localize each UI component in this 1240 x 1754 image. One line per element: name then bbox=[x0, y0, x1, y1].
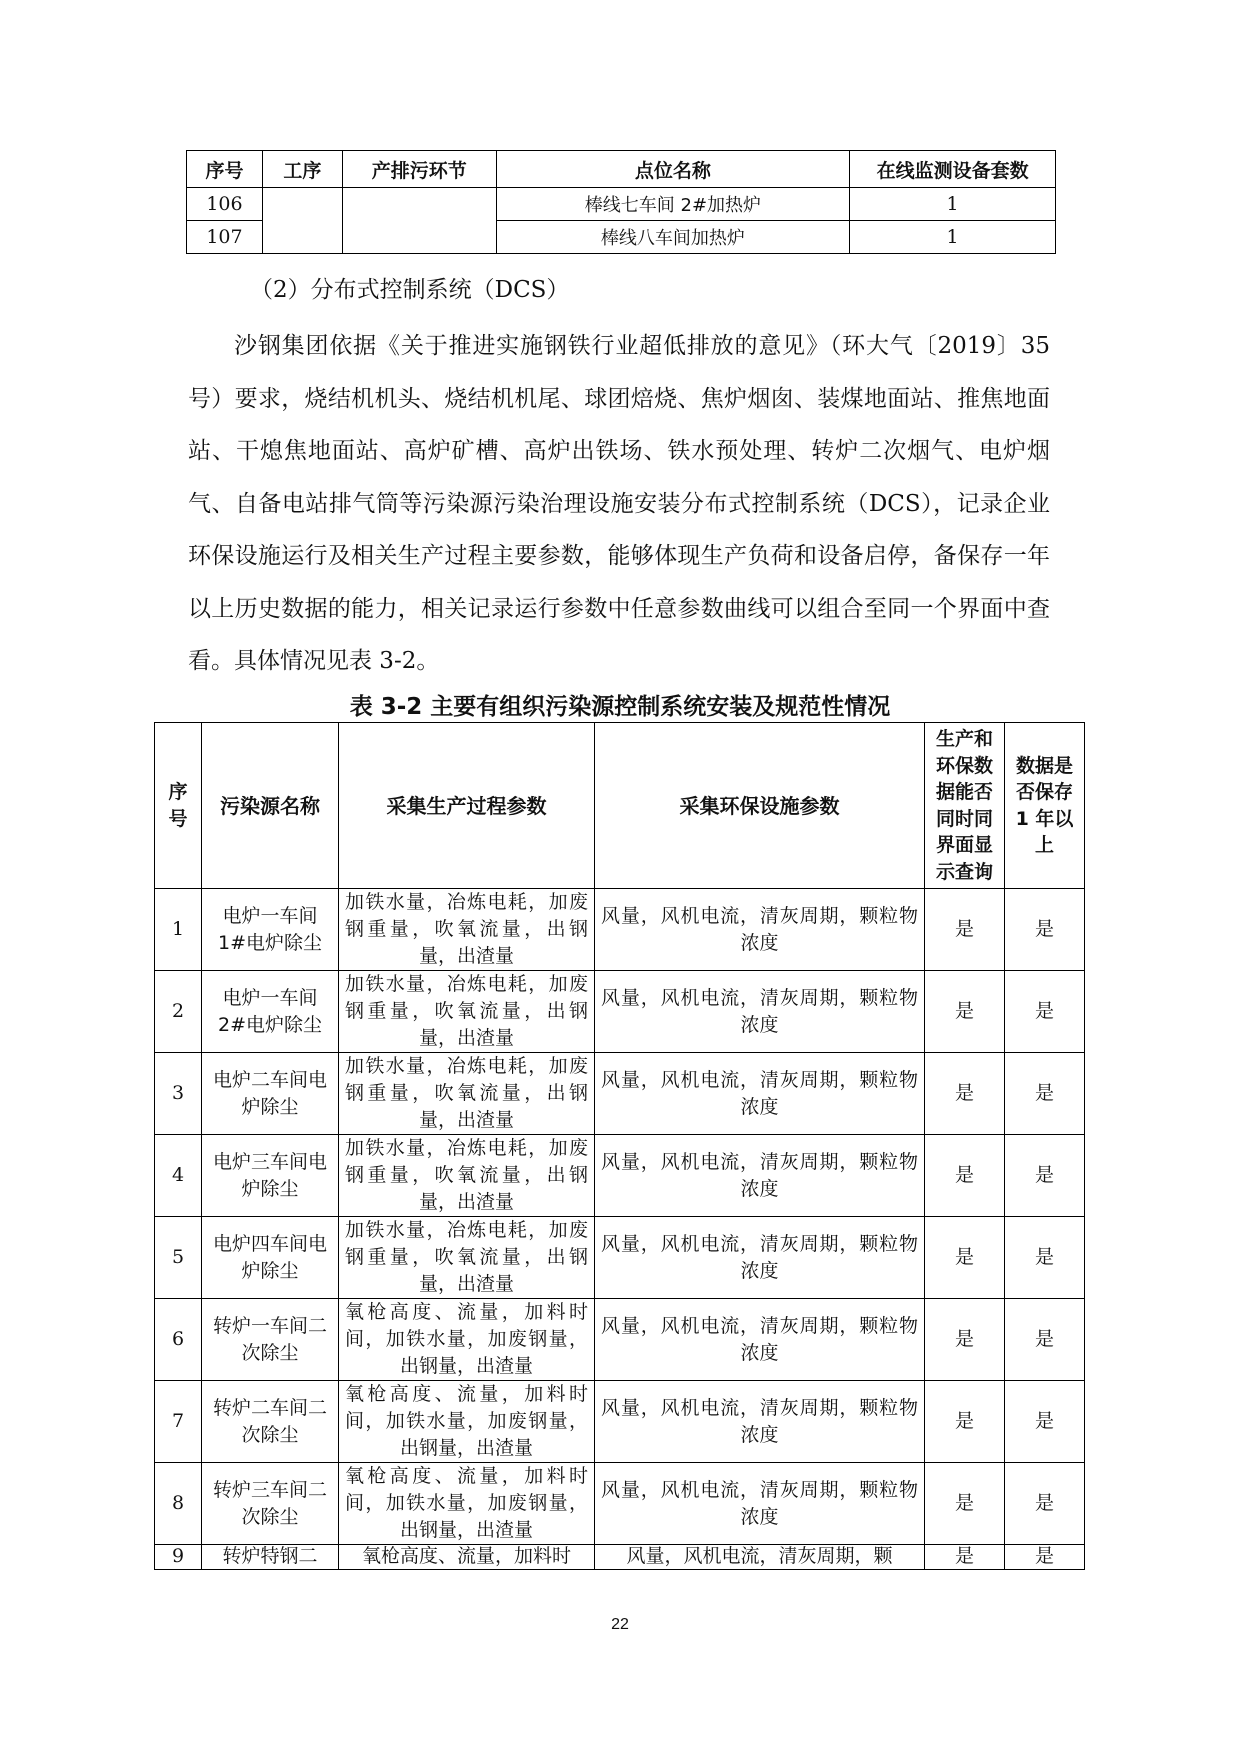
cell-env-params: 风量，风机电流，清灰周期，颗粒物浓度 bbox=[595, 971, 925, 1053]
cell-data-saved: 是 bbox=[1005, 1053, 1085, 1135]
cell-env-params: 风量，风机电流，清灰周期，颗粒物浓度 bbox=[595, 1217, 925, 1299]
cell-process bbox=[262, 188, 342, 254]
header-process-params: 采集生产过程参数 bbox=[339, 723, 595, 889]
cell-data-saved: 是 bbox=[1005, 889, 1085, 971]
cell-data-saved: 是 bbox=[1005, 1463, 1085, 1545]
header-pollution-link: 产排污环节 bbox=[342, 151, 496, 188]
table-row bbox=[155, 1545, 1085, 1570]
table-row bbox=[155, 1053, 1085, 1135]
cell-process-params: 氧枪高度、流量，加料时间，加铁水量，加废钢量，出钢量，出渣量 bbox=[339, 1381, 595, 1463]
cell-source-name: 转炉二车间二次除尘 bbox=[202, 1381, 339, 1463]
table-row bbox=[155, 1135, 1085, 1217]
cell-source-name: 电炉一车间 1#电炉除尘 bbox=[202, 889, 339, 971]
cell-process-params: 加铁水量，冶炼电耗，加废钢重量，吹氧流量，出钢量，出渣量 bbox=[339, 889, 595, 971]
cell-source-name: 转炉一车间二次除尘 bbox=[202, 1299, 339, 1381]
cell-same-interface: 是 bbox=[925, 1299, 1005, 1381]
section-heading: （2）分布式控制系统（DCS） bbox=[250, 277, 570, 303]
cell-env-params: 风量，风机电流，清灰周期，颗粒物浓度 bbox=[595, 1135, 925, 1217]
cell-data-saved: 是 bbox=[1005, 1135, 1085, 1217]
table-row bbox=[155, 1381, 1085, 1463]
cell-env-params: 风量，风机电流，清灰周期，颗粒物浓度 bbox=[595, 1053, 925, 1135]
header-same-interface: 生产和环保数据能否同时同界面显示查询 bbox=[925, 723, 1005, 889]
cell-same-interface: 是 bbox=[925, 1463, 1005, 1545]
table-row bbox=[155, 1299, 1085, 1381]
cell-same-interface: 是 bbox=[925, 1381, 1005, 1463]
cell-point-name: 棒线七车间 2#加热炉 bbox=[496, 188, 850, 221]
cell-no: 9 bbox=[155, 1545, 202, 1570]
cell-no: 107 bbox=[187, 221, 263, 254]
cell-no: 1 bbox=[155, 889, 202, 971]
cell-source-name: 电炉二车间电炉除尘 bbox=[202, 1053, 339, 1135]
cell-env-params: 风量，风机电流，清灰周期，颗 bbox=[595, 1545, 925, 1570]
table-row bbox=[155, 889, 1085, 971]
cell-process-params: 氧枪高度、流量，加料时间，加铁水量，加废钢量，出钢量，出渣量 bbox=[339, 1299, 595, 1381]
cell-same-interface: 是 bbox=[925, 889, 1005, 971]
cell-same-interface: 是 bbox=[925, 1135, 1005, 1217]
cell-same-interface: 是 bbox=[925, 1217, 1005, 1299]
cell-process-params: 加铁水量，冶炼电耗，加废钢重量，吹氧流量，出钢量，出渣量 bbox=[339, 971, 595, 1053]
cell-process-params: 氧枪高度、流量，加料时 bbox=[339, 1545, 595, 1570]
cell-process-params: 加铁水量，冶炼电耗，加废钢重量，吹氧流量，出钢量，出渣量 bbox=[339, 1053, 595, 1135]
cell-process-params: 加铁水量，冶炼电耗，加废钢重量，吹氧流量，出钢量，出渣量 bbox=[339, 1135, 595, 1217]
cell-point-name: 棒线八车间加热炉 bbox=[496, 221, 850, 254]
cell-equipment-count: 1 bbox=[850, 221, 1056, 254]
header-source-name: 污染源名称 bbox=[202, 723, 339, 889]
cell-data-saved: 是 bbox=[1005, 971, 1085, 1053]
cell-data-saved: 是 bbox=[1005, 1217, 1085, 1299]
cell-env-params: 风量，风机电流，清灰周期，颗粒物浓度 bbox=[595, 1463, 925, 1545]
cell-pollution-link bbox=[342, 188, 496, 254]
header-equipment-count: 在线监测设备套数 bbox=[850, 151, 1056, 188]
control-system-table bbox=[154, 722, 1085, 1570]
cell-no: 8 bbox=[155, 1463, 202, 1545]
body-paragraph: 沙钢集团依据《关于推进实施钢铁行业超低排放的意见》（环大气〔2019〕35 号）要求，烧结机机头、烧结机机尾、球团焙烧、焦炉烟囱、装煤地面站、推焦地面站、干熄焦地面站、高炉矿槽、高炉出铁场、铁水预处理、转炉二次烟气、电炉烟气、自备电站排气筒等污染源污染治理设施安装分布式控制系统（DCS），记录企业环保设施运行及相关生产过程主要参数，能够体现生产负荷和设备启停，备保存一年以上历史数据的能力，相关记录运行参数中任意参数曲线可以组合至同一个界面中查看。具体情况见表 3-2。 bbox=[188, 333, 1050, 674]
cell-same-interface: 是 bbox=[925, 971, 1005, 1053]
cell-data-saved: 是 bbox=[1005, 1299, 1085, 1381]
table-header-row bbox=[155, 723, 1085, 889]
table-row bbox=[155, 971, 1085, 1053]
cell-source-name: 电炉一车间 2#电炉除尘 bbox=[202, 971, 339, 1053]
header-no: 序号 bbox=[155, 723, 202, 889]
table-row bbox=[155, 1463, 1085, 1545]
cell-env-params: 风量，风机电流，清灰周期，颗粒物浓度 bbox=[595, 889, 925, 971]
cell-no: 3 bbox=[155, 1053, 202, 1135]
header-data-saved: 数据是否保存 1 年以上 bbox=[1005, 723, 1085, 889]
table-row bbox=[155, 1217, 1085, 1299]
cell-process-params: 氧枪高度、流量，加料时间，加铁水量，加废钢量，出钢量，出渣量 bbox=[339, 1463, 595, 1545]
header-no: 序号 bbox=[187, 151, 263, 188]
cell-source-name: 转炉三车间二次除尘 bbox=[202, 1463, 339, 1545]
cell-equipment-count: 1 bbox=[850, 188, 1056, 221]
table-caption: 表 3-2 主要有组织污染源控制系统安装及规范性情况 bbox=[349, 694, 891, 720]
cell-env-params: 风量，风机电流，清灰周期，颗粒物浓度 bbox=[595, 1381, 925, 1463]
cell-source-name: 转炉特钢二 bbox=[202, 1545, 339, 1570]
header-point-name: 点位名称 bbox=[496, 151, 850, 188]
table-row bbox=[187, 188, 1056, 221]
cell-no: 7 bbox=[155, 1381, 202, 1463]
page-number: 22 bbox=[611, 1616, 629, 1633]
cell-no: 6 bbox=[155, 1299, 202, 1381]
cell-data-saved: 是 bbox=[1005, 1381, 1085, 1463]
monitoring-equipment-table bbox=[186, 150, 1056, 254]
cell-no: 2 bbox=[155, 971, 202, 1053]
cell-same-interface: 是 bbox=[925, 1053, 1005, 1135]
cell-same-interface: 是 bbox=[925, 1545, 1005, 1570]
cell-source-name: 电炉三车间电炉除尘 bbox=[202, 1135, 339, 1217]
cell-no: 4 bbox=[155, 1135, 202, 1217]
table-header-row bbox=[187, 151, 1056, 188]
cell-source-name: 电炉四车间电炉除尘 bbox=[202, 1217, 339, 1299]
cell-data-saved: 是 bbox=[1005, 1545, 1085, 1570]
cell-process-params: 加铁水量，冶炼电耗，加废钢重量，吹氧流量，出钢量，出渣量 bbox=[339, 1217, 595, 1299]
cell-env-params: 风量，风机电流，清灰周期，颗粒物浓度 bbox=[595, 1299, 925, 1381]
header-process: 工序 bbox=[262, 151, 342, 188]
cell-no: 5 bbox=[155, 1217, 202, 1299]
cell-no: 106 bbox=[187, 188, 263, 221]
header-env-params: 采集环保设施参数 bbox=[595, 723, 925, 889]
